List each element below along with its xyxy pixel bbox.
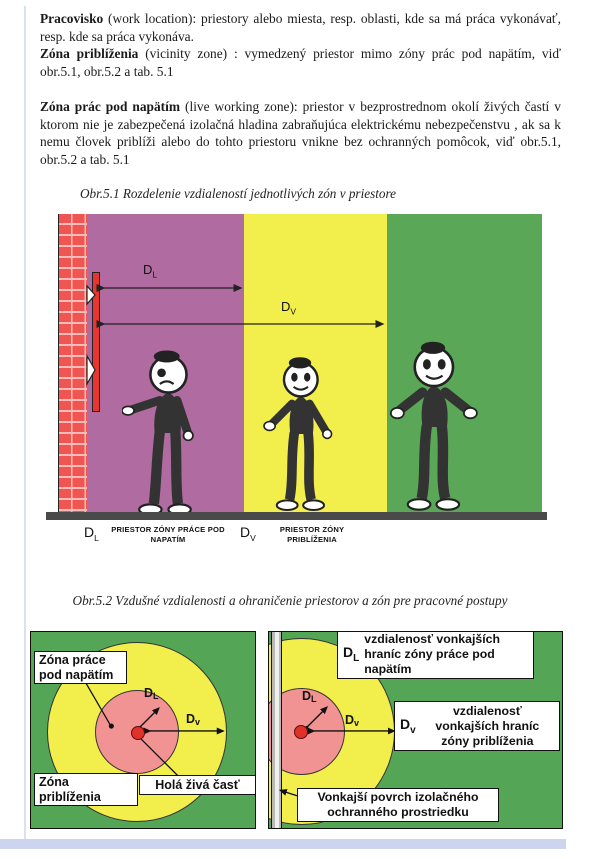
zone-live-caption-line1: PRIESTOR ZÓNY PRÁCE bbox=[111, 525, 206, 534]
dv-label: $D_v$ bbox=[345, 713, 360, 728]
paragraph: Pracovisko (work location): priestory alebo miesta, resp. oblasti, kde sa má práca vykonávať, resp. kde sa práca vykonáva. bbox=[40, 11, 561, 44]
label-live-line2: pod napätím bbox=[39, 667, 114, 682]
figure2-left-panel bbox=[30, 631, 256, 829]
leader-bare-part bbox=[141, 739, 180, 778]
dv-arrow-label: $D_V$ bbox=[281, 299, 297, 317]
zone-live-caption-line2: POD NAPATÍM bbox=[150, 525, 225, 544]
bare-live-part-dot bbox=[131, 726, 145, 740]
leader-live-zone bbox=[86, 682, 111, 725]
person-smiling-icon bbox=[260, 353, 340, 515]
figure2-caption: Obr.5.2 Vzdušné vzdialenosti a ohraničenie priestorov a zón pre pracovné postupy bbox=[72, 593, 508, 608]
definition-box-dv bbox=[394, 701, 560, 751]
scan-artifact-line bbox=[24, 6, 26, 846]
figure2-right-panel bbox=[268, 631, 563, 829]
dl-label: $D_L$ bbox=[144, 686, 159, 701]
bare-live-part-dot bbox=[294, 725, 308, 739]
label-box-live-zone bbox=[34, 651, 127, 684]
paragraph: Zóna prác pod napätím (live working zone): priestor v bezprostrednom okolí živých častí v ktorom nie je zabezpečená izolačná hladina zabraňujúca elektrickému nebezpečenstvu , ak sa k nemu človek priblíži alebo do tohto priestoru vnikne bez ochranných pomôcok, viď obr.5.1, obr.5.2 a tab. 5.1 bbox=[40, 98, 561, 167]
zone-live-caption bbox=[108, 525, 228, 544]
label-vicinity-line2: priblíženia bbox=[39, 789, 101, 804]
paragraph: Zóna priblíženia (vicinity zone) : vymedzený priestor mimo zóny prác pod napätím, viď obr.5.1, obr.5.2 a tab. 5.1 bbox=[40, 46, 561, 79]
zone-vicinity-caption-line2: PRIBLÍŽENIA bbox=[287, 534, 337, 544]
label-live-line1: Zóna práce bbox=[39, 653, 106, 667]
zone-vicinity-caption-line1: PRIESTOR ZÓNY bbox=[279, 525, 345, 534]
dv-symbol: $D_v$ bbox=[400, 716, 416, 737]
label-box-vicinity-zone bbox=[34, 773, 138, 806]
dl-arrow bbox=[308, 707, 327, 726]
floor-dl-label: $D_L$ bbox=[84, 524, 99, 543]
definitions-text-block bbox=[40, 10, 561, 168]
insulator-icon bbox=[87, 286, 95, 304]
scan-artifact-band bbox=[0, 839, 566, 849]
person-smiling-open-arms-icon bbox=[383, 340, 483, 514]
dl-arrow-label: $D_L$ bbox=[143, 262, 158, 280]
dl-definition-text: vzdialenosť vonkajších hraníc zóny práce pod napätím bbox=[364, 632, 500, 676]
dv-definition-text: vzdialenosť vonkajších hraníc zóny priblíženia bbox=[435, 704, 540, 748]
person-sad-icon bbox=[122, 347, 208, 519]
dv-label: $D_v$ bbox=[186, 712, 201, 727]
insulator-icon bbox=[87, 356, 95, 384]
figure1-caption: Obr.5.1 Rozdelenie vzdialeností jednotlivých zón v priestore bbox=[80, 186, 396, 201]
dl-label: $D_L$ bbox=[302, 689, 317, 704]
floor-bar bbox=[46, 512, 547, 520]
dl-arrow bbox=[141, 708, 159, 726]
zone-vicinity-caption bbox=[262, 525, 362, 544]
definition-box-dl bbox=[337, 631, 534, 679]
label-box-insulating-surface: Vonkajší povrch izolačného ochranného prostriedku bbox=[297, 788, 499, 822]
dl-symbol: $D_L$ bbox=[343, 644, 360, 665]
floor-dv-label: $D_V$ bbox=[240, 524, 256, 543]
label-vicinity-line1: Zóna bbox=[39, 775, 69, 789]
label-box-bare-live-part: Holá živá časť bbox=[139, 775, 256, 795]
